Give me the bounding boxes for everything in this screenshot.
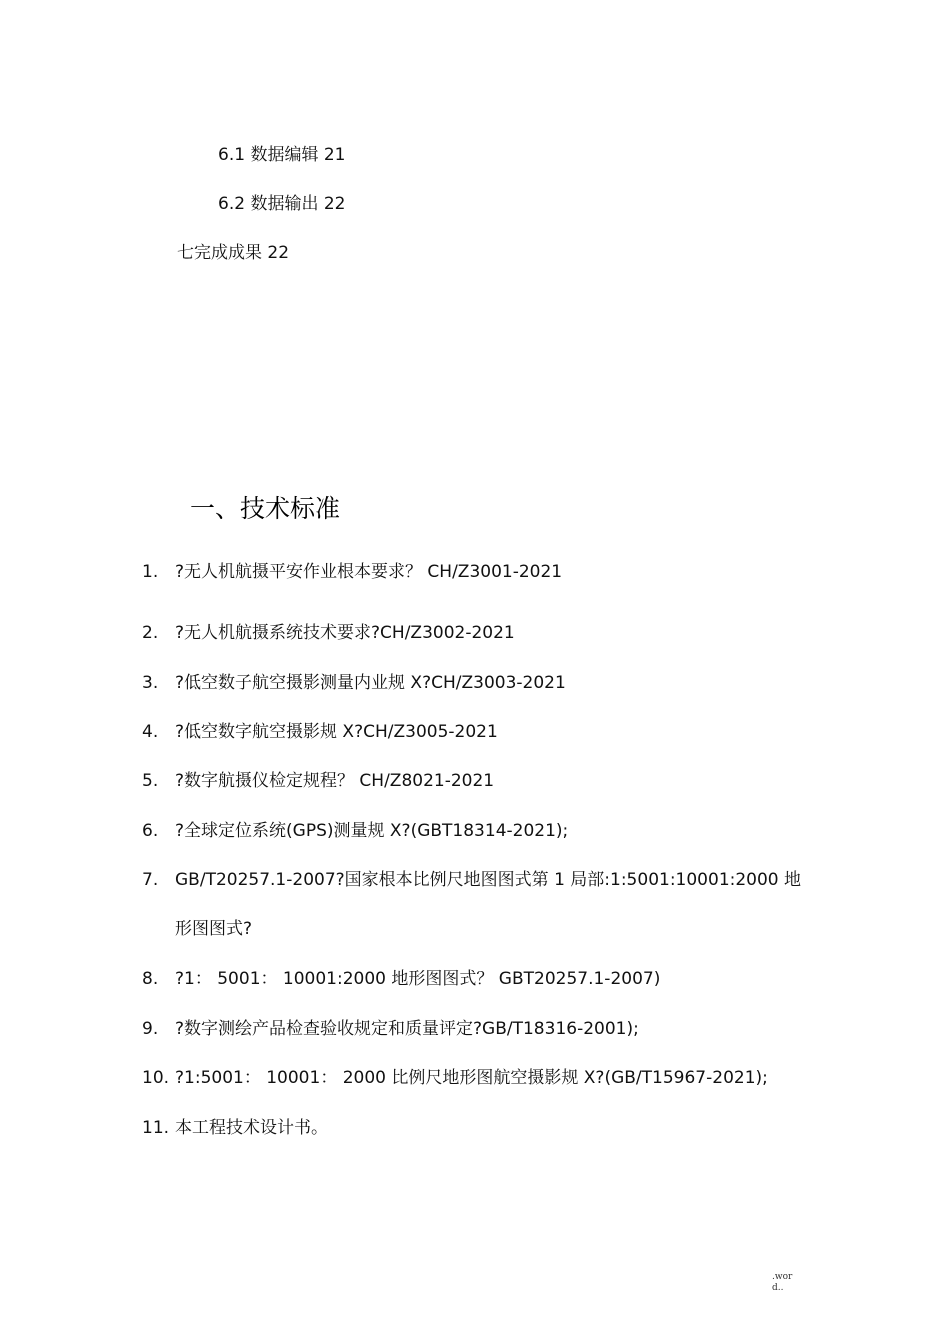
toc-item-6-1: 6.1 数据编辑 21 [218, 145, 346, 165]
list-item-number: 11. [142, 1118, 170, 1138]
list-item-text: 本工程技术设计书。 [175, 1118, 328, 1138]
list-item-number: 6. [142, 821, 159, 841]
list-item-text: ?无人机航摄系统技术要求?CH/Z3002-2021 [175, 623, 515, 643]
toc-item-chapter-7: 七完成成果 22 [177, 243, 290, 263]
section-heading: 一、技术标准 [190, 494, 341, 523]
list-item-text: ?全球定位系统(GPS)测量规 X?(GBT18314-2021); [175, 821, 569, 841]
list-item-text: ?低空数字航空摄影规 X?CH/Z3005-2021 [175, 722, 498, 742]
list-item-number: 10. [142, 1068, 170, 1088]
list-item-number: 1. [142, 562, 159, 582]
list-item-text: ?低空数子航空摄影测量内业规 X?CH/Z3003-2021 [175, 673, 566, 693]
toc-item-6-2: 6.2 数据输出 22 [218, 194, 346, 214]
list-item-number: 3. [142, 673, 159, 693]
list-item-number: 8. [142, 969, 159, 989]
list-item-text: ?数字航摄仪检定规程？ CH/Z8021-2021 [175, 771, 495, 791]
list-item-text: ?无人机航摄平安作业根本要求？ CH/Z3001-2021 [175, 562, 563, 582]
list-item-text-continuation: 形图图式? [175, 919, 253, 939]
list-item-number: 7. [142, 870, 159, 890]
list-item-text: ?数字测绘产品检查验收规定和质量评定?GB/T18316-2001); [175, 1019, 639, 1039]
list-item-text: ?1:5001： 10001： 2000 比例尺地形图航空摄影规 X?(GB/T15967-2021); [175, 1068, 768, 1088]
list-item-text: ?1： 5001： 10001:2000 地形图图式？ GBT20257.1-2007) [175, 969, 661, 989]
list-item-text: GB/T20257.1-2007?国家根本比例尺地图图式第 1 局部:1:5001:10001:2000 地 [175, 870, 802, 890]
list-item-number: 2. [142, 623, 159, 643]
list-item-number: 5. [142, 771, 159, 791]
footer-watermark: .word.. [772, 1272, 793, 1293]
list-item-number: 9. [142, 1019, 159, 1039]
list-item-number: 4. [142, 722, 159, 742]
